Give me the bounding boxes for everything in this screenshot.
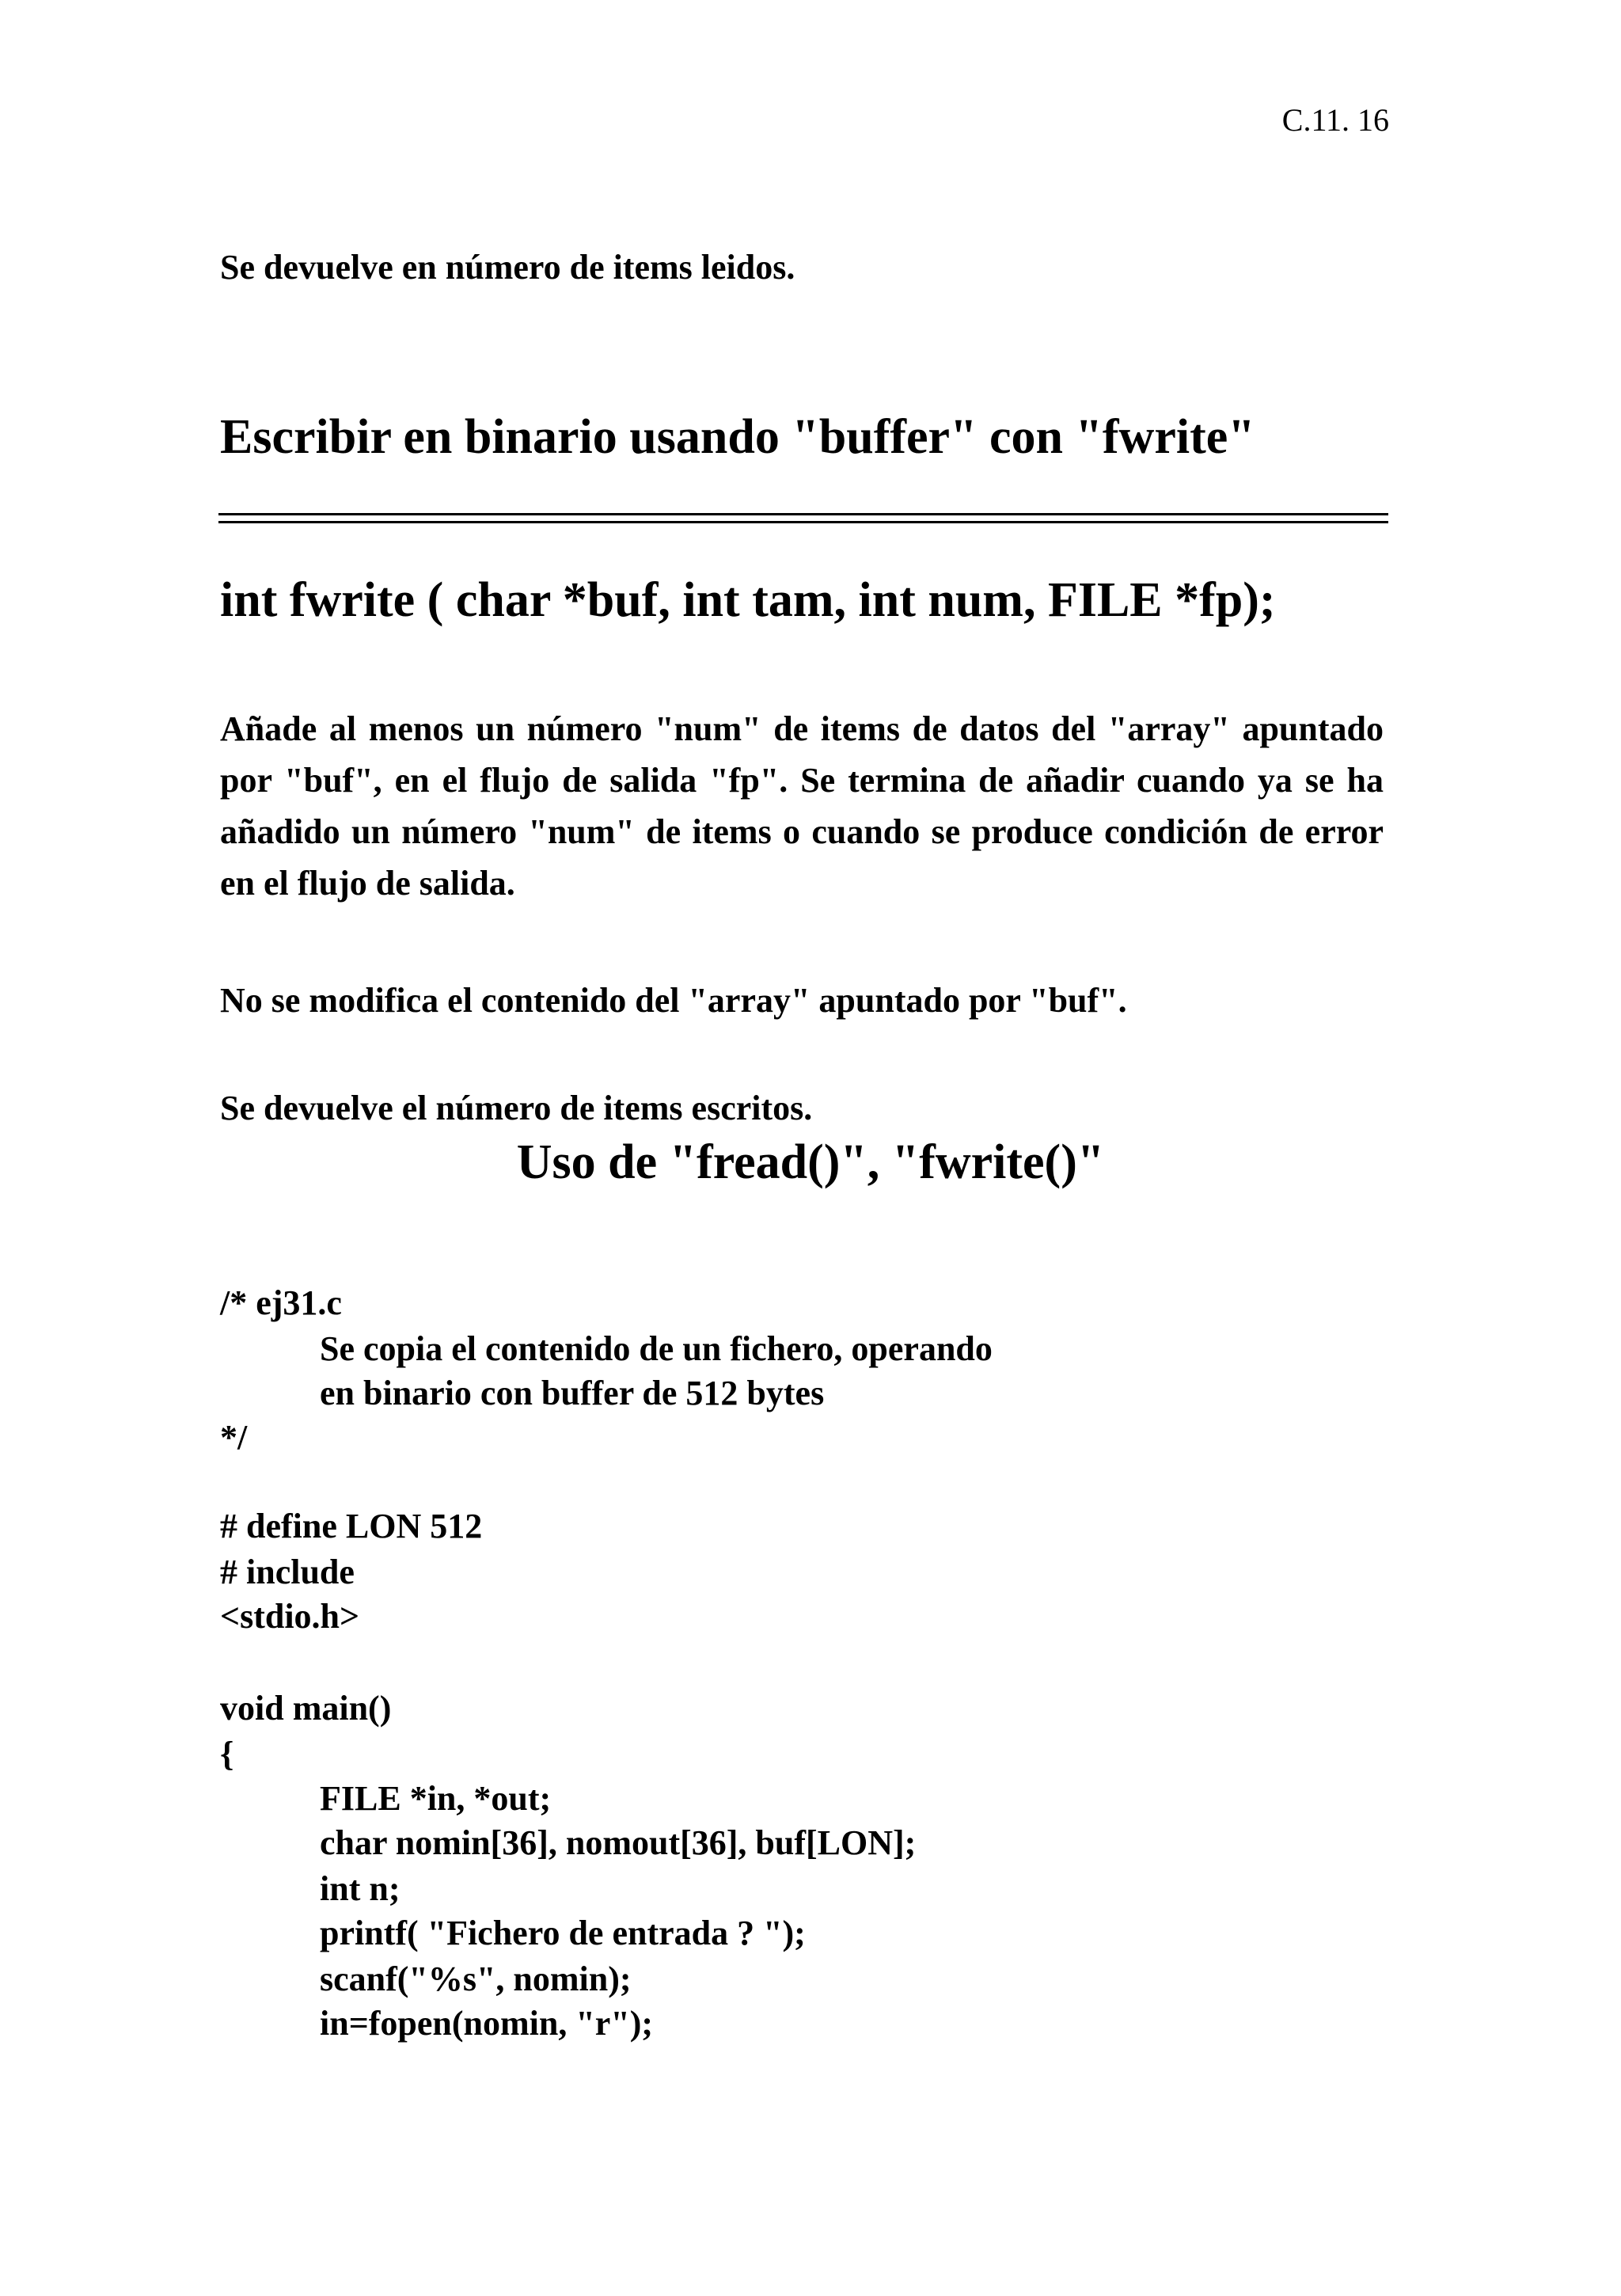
fwrite-prototype: int fwrite ( char *buf, int tam, int num, FILE *fp); (220, 573, 1276, 627)
section-title-fwrite: Escribir en binario usando "buffer" con "fwrite" (220, 410, 1255, 464)
code-line: Se copia el contenido de un fichero, operando (320, 1329, 993, 1368)
section-title-usage: Uso de "fread()", "fwrite()" (516, 1135, 1105, 1189)
code-line: en binario con buffer de 512 bytes (320, 1374, 825, 1412)
returns-read-text: Se devuelve en número de items leidos. (220, 248, 795, 287)
page-number: C.11. 16 (1281, 102, 1389, 138)
code-line: printf( "Fichero de entrada ? "); (320, 1914, 806, 1952)
fwrite-note: No se modifica el contenido del "array" apuntado por "buf". (220, 981, 1127, 1020)
code-line: # include (220, 1553, 355, 1591)
code-line: scanf("%s", nomin); (320, 1960, 632, 1998)
code-line: void main() (220, 1689, 392, 1728)
code-line: { (220, 1735, 234, 1773)
double-rule-top (218, 513, 1388, 515)
code-line: # define LON 512 (220, 1507, 483, 1545)
code-line: int n; (320, 1869, 401, 1908)
returns-written-text: Se devuelve el número de items escritos. (220, 1089, 813, 1127)
code-line: <stdio.h> (220, 1597, 360, 1636)
code-line: char nomin[36], nomout[36], buf[LON]; (320, 1823, 917, 1862)
code-line: in=fopen(nomin, "r"); (320, 2004, 654, 2043)
code-line: FILE *in, *out; (320, 1779, 552, 1818)
code-line: */ (220, 1418, 248, 1457)
fwrite-description: Añade al menos un número "num" de items de datos del "array" apuntado por "buf", en el flujo de salida "fp". Se termina de añadir cuando ya se ha añadido un número "num" de items o cuando se produce condición de error en el flujo de salida. (220, 709, 1384, 903)
double-rule-bottom (218, 521, 1388, 523)
code-line: /* ej31.c (220, 1283, 342, 1322)
